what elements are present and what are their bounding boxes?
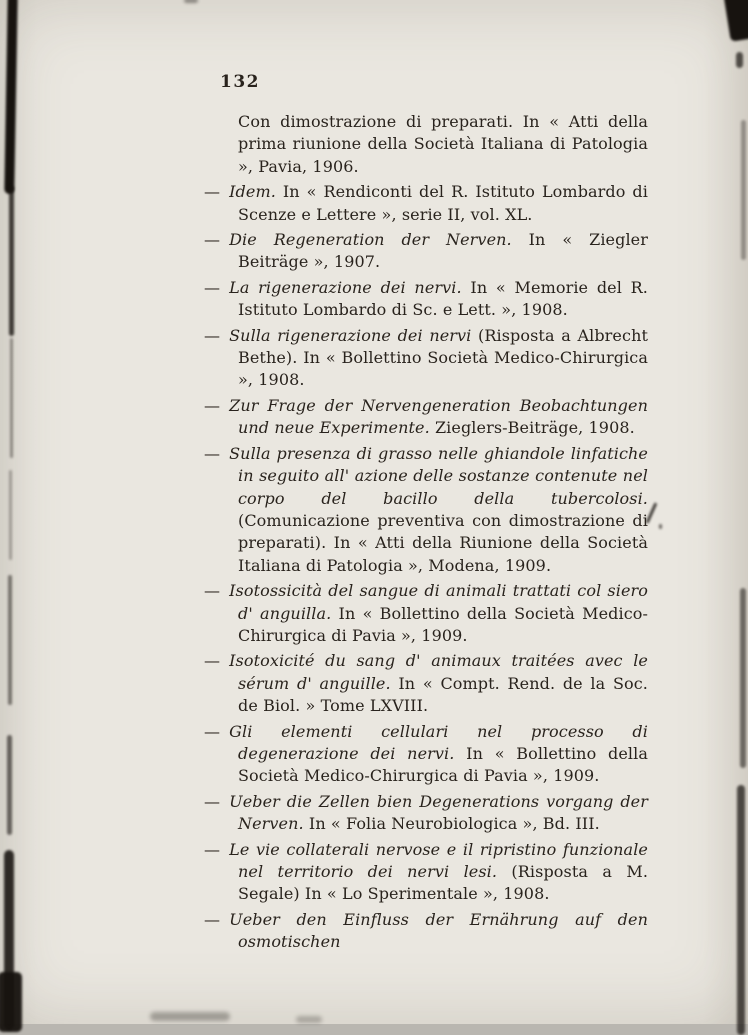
scan-artifact-right-bottom <box>737 785 745 1035</box>
entry-title: La rigenerazione dei nervi. <box>229 277 462 297</box>
scan-artifact-right-mid <box>740 588 746 768</box>
bibliography-entry <box>204 395 648 440</box>
entry-title: Isotoxicité du sang d' animaux traitées avec le sérum d' anguille. <box>229 651 648 693</box>
entry-text: In « Memorie del R. Istituto Lombardo di Sc. e Lett. », 1908. <box>238 277 648 320</box>
entry-dash: — <box>204 182 221 202</box>
page-number: 132 <box>220 72 260 92</box>
entry-title: Die Regeneration der Nerven. <box>229 230 512 250</box>
bibliography-entry <box>204 181 648 226</box>
bibliography-entry <box>204 909 648 954</box>
entry-title: Gli elementi cellulari nel processo di degenerazione dei nervi. <box>229 721 648 763</box>
scan-artifact-top-right-corner <box>723 0 748 42</box>
entry-dash: — <box>204 791 221 811</box>
bibliography-entry <box>204 229 648 274</box>
entry-title: Ueber die Zellen bien Degenerations vorgang der Nerven. <box>229 791 648 834</box>
entry-dash: — <box>204 651 221 671</box>
entry-dash: — <box>204 909 221 929</box>
bibliography-list <box>204 111 648 957</box>
entry-text: In « Folia Neurobiologica », Bd. III. <box>303 814 600 834</box>
bibliography-entry <box>204 277 648 322</box>
scan-artifact-right-speck <box>736 52 743 68</box>
entry-text: In « Rendiconti del R. Istituto Lombardo di Scenze e Lettere », serie II, vol. XL. <box>238 182 648 224</box>
scan-artifact-top-speck <box>184 0 198 3</box>
entry-text: In « Bollettino della Società Medico-Chirurgica di Pavia », 1909. <box>238 743 648 786</box>
scan-artifact-left-upper <box>9 186 14 336</box>
scan-artifact-right-upper <box>741 120 746 260</box>
entry-title: Isotossicità del sangue di animali trattati col siero d' anguilla. <box>229 581 648 623</box>
entry-dash: — <box>204 581 221 601</box>
entry-text: Zieglers-Beiträge, 1908. <box>429 418 635 438</box>
entry-title: Zur Frage der Nervengeneration Beobachtungen und neue Experimente. <box>229 395 648 438</box>
scan-artifact-left-mid2 <box>9 470 12 560</box>
entry-dash: — <box>204 395 221 415</box>
entry-title: Sulla presenza di grasso nelle ghiandole linfatiche in seguito all' azione delle sostanze contenute nel corpo del bacillo della tubercolosi. <box>229 443 648 508</box>
scan-artifact-bottom-smudge-2 <box>296 1016 322 1023</box>
entry-dash: — <box>204 839 221 859</box>
entry-text: Con dimostrazione di preparati. In « Atti della prima riunione della Società Italiana di Patologia », Pavia, 1906. <box>238 112 648 176</box>
scan-artifact-left-mid <box>10 338 13 458</box>
entry-text: (Risposta a M. Segale) In « Lo Sperimentale », 1908. <box>238 862 649 904</box>
bibliography-entry <box>204 111 648 178</box>
scan-artifact-left-low <box>7 735 12 835</box>
entry-title: Idem. <box>229 182 276 202</box>
entry-text: In « Ziegler Beiträge », 1907. <box>238 230 648 272</box>
entry-text: In « Bollettino della Società Medico-Chirurgica di Pavia », 1909. <box>238 603 649 645</box>
bibliography-entry <box>204 791 648 836</box>
bibliography-entry <box>204 839 648 906</box>
bibliography-entry <box>204 580 648 647</box>
scan-artifact-bottom-left-blotch <box>0 972 22 1032</box>
entry-title: Ueber den Einfluss der Ernährung auf den osmotischen <box>229 909 648 952</box>
entry-dash: — <box>204 443 221 463</box>
entry-text: (Comunicazione preventiva con dimostrazione di preparati). In « Atti della Riunione della Società Italiana di Patologia », Modena, 1909. <box>238 510 648 575</box>
scan-artifact-dot <box>659 524 662 529</box>
entry-dash: — <box>204 230 221 250</box>
bibliography-entry <box>204 443 648 577</box>
entry-title: Sulla rigenerazione dei nervi <box>229 325 472 345</box>
bibliography-entry <box>204 721 648 788</box>
entry-dash: — <box>204 277 221 297</box>
entry-text: In « Compt. Rend. de la Soc. de Biol. » Tome LXVIII. <box>238 673 648 716</box>
entry-dash: — <box>204 325 221 345</box>
entry-title: Le vie collaterali nervose e il ripristino funzionale nel territorio dei nervi lesi. <box>229 839 648 881</box>
scan-artifact-bottom-smudge <box>150 1012 230 1021</box>
bibliography-entry <box>204 650 648 717</box>
entry-text: (Risposta a Albrecht Bethe). In « Bollettino Società Medico-Chirurgica », 1908. <box>238 325 648 390</box>
bibliography-entry <box>204 325 648 392</box>
entry-dash: — <box>204 721 221 741</box>
scan-artifact-left-top <box>4 0 17 194</box>
scan-artifact-left-lower <box>8 575 12 705</box>
